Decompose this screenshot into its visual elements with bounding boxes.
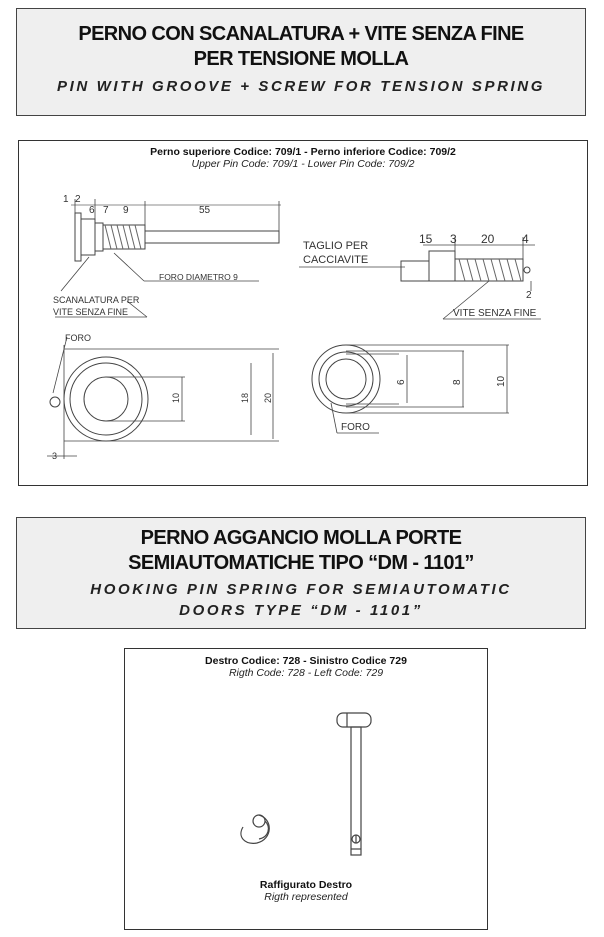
note-scanalatura-line1: SCANALATURA PER [53, 295, 140, 305]
dim-label-1: 1 [63, 194, 69, 205]
dim-label-2b: 2 [526, 290, 532, 301]
dim-label-8: 8 [452, 379, 463, 385]
caption-it: Perno superiore Codice: 709/1 - Perno inferiore Codice: 709/2 [150, 146, 456, 158]
dim-label-10a: 10 [171, 392, 181, 403]
note-foro-diametro: FORO DIAMETRO 9 [159, 272, 238, 282]
dim-label-15: 15 [419, 232, 433, 246]
title-it-line1: PERNO AGGANCIO MOLLA PORTE [140, 527, 462, 549]
footer-it: Raffigurato Destro [259, 879, 353, 891]
caption-en: Rigth Code: 728 - Left Code: 729 [228, 667, 384, 679]
note-foro-top: FORO [65, 333, 91, 343]
dim-label-2: 2 [75, 194, 81, 205]
drawing-panel-hooking-pin [124, 648, 488, 930]
footer-en: Rigth represented [264, 891, 348, 903]
title-en-line2: DOORS TYPE “DM - 1101” [179, 602, 423, 619]
dim-label-4: 4 [522, 232, 529, 246]
title-it-line1: PERNO CON SCANALATURA + VITE SENZA FINE [78, 23, 524, 45]
dim-label-20: 20 [481, 232, 495, 246]
dim-label-55: 55 [199, 205, 211, 216]
dim-label-6: 6 [89, 205, 95, 216]
note-taglio-line2: CACCIAVITE [303, 254, 369, 266]
drawing-panel-groove-pin [18, 140, 588, 486]
header-box-hooking-pin [16, 517, 586, 629]
note-vite-senza-fine: VITE SENZA FINE [453, 308, 537, 319]
dim-label-3b: 3 [52, 451, 58, 461]
dim-label-20b: 20 [263, 392, 273, 403]
technical-drawing-groove-pin [19, 141, 587, 485]
title-it-line2: SEMIAUTOMATICHE TIPO “DM - 1101” [128, 552, 474, 574]
dim-label-9: 9 [123, 205, 129, 216]
title-it-line2: PER TENSIONE MOLLA [193, 48, 409, 70]
caption-en: Upper Pin Code: 709/1 - Lower Pin Code: 709/2 [191, 158, 415, 170]
dim-label-18: 18 [240, 392, 250, 403]
note-scanalatura-line2: VITE SENZA FINE [53, 307, 129, 317]
caption-it: Destro Codice: 728 - Sinistro Codice 729 [205, 655, 407, 667]
note-foro-bottom: FORO [341, 422, 370, 433]
title-en: PIN WITH GROOVE + SCREW FOR TENSION SPRING [57, 78, 545, 95]
dim-label-10b: 10 [496, 375, 507, 387]
note-taglio-line1: TAGLIO PER [303, 240, 369, 252]
dim-label-6b: 6 [396, 379, 407, 385]
header-box-groove-pin [16, 8, 586, 116]
title-en-line1: HOOKING PIN SPRING FOR SEMIAUTOMATIC [90, 581, 512, 598]
dim-label-7: 7 [103, 205, 109, 216]
dim-label-3: 3 [450, 232, 457, 246]
